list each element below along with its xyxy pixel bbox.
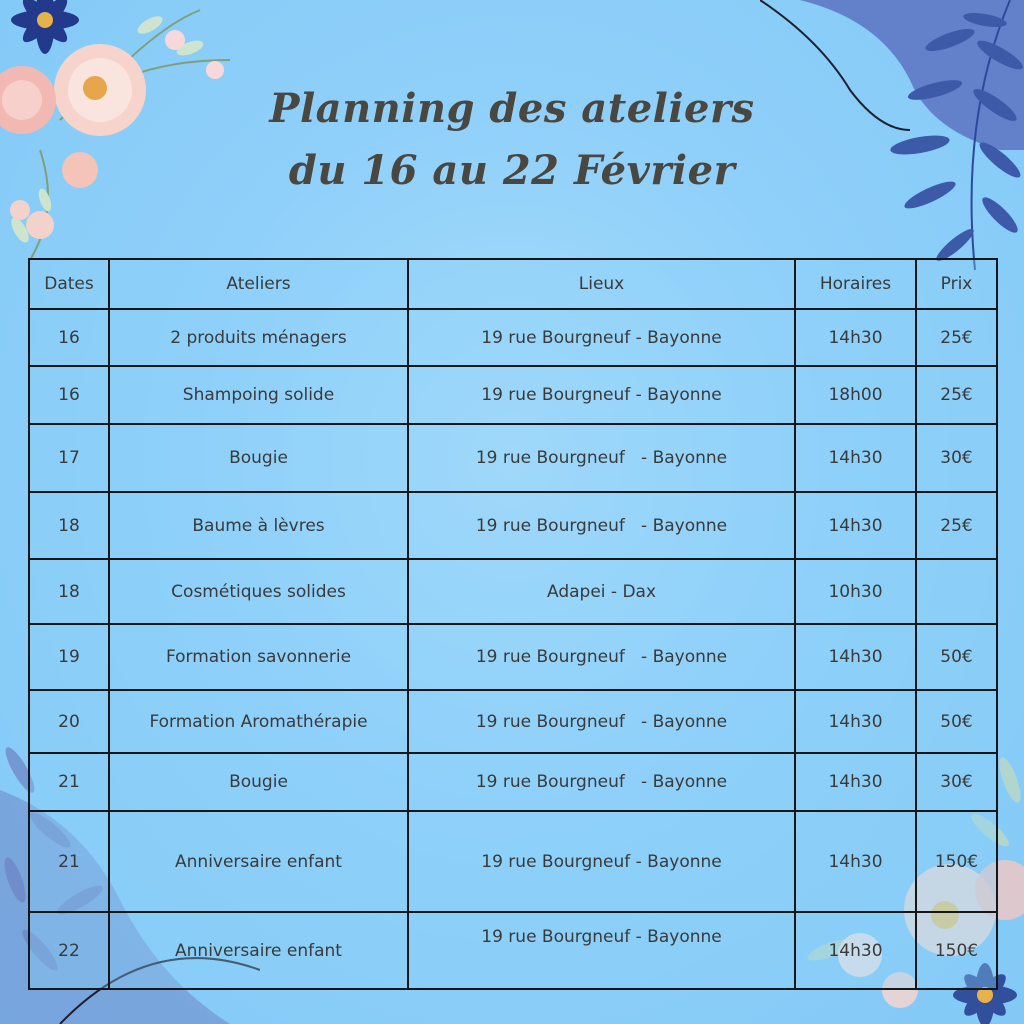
cell-prix: 150€ xyxy=(916,912,997,989)
cell-atelier: Bougie xyxy=(109,424,408,492)
cell-lieu: 19 rue Bourgneuf - Bayonne xyxy=(408,690,795,753)
cell-prix: 25€ xyxy=(916,309,997,366)
cell-prix: 25€ xyxy=(916,366,997,424)
cell-atelier: Shampoing solide xyxy=(109,366,408,424)
cell-lieu: 19 rue Bourgneuf - Bayonne xyxy=(408,424,795,492)
table-row xyxy=(29,811,997,912)
cell-lieu: 19 rue Bourgneuf - Bayonne xyxy=(408,624,795,690)
cell-date: 21 xyxy=(29,811,109,912)
cell-date: 20 xyxy=(29,690,109,753)
table-row xyxy=(29,366,997,424)
cell-atelier: Baume à lèvres xyxy=(109,492,408,559)
cell-horaire: 14h30 xyxy=(795,912,916,989)
cell-lieu: 19 rue Bourgneuf - Bayonne xyxy=(408,366,795,424)
cell-prix: 50€ xyxy=(916,624,997,690)
cell-date: 22 xyxy=(29,912,109,989)
cell-lieu: 19 rue Bourgneuf - Bayonne xyxy=(408,912,795,989)
cell-lieu: 19 rue Bourgneuf - Bayonne xyxy=(408,309,795,366)
cell-lieu: 19 rue Bourgneuf - Bayonne xyxy=(408,811,795,912)
cell-atelier: Anniversaire enfant xyxy=(109,912,408,989)
cell-horaire: 18h00 xyxy=(795,366,916,424)
header-horaires: Horaires xyxy=(795,259,916,309)
cell-prix: 50€ xyxy=(916,690,997,753)
table-row xyxy=(29,492,997,559)
header-ateliers: Ateliers xyxy=(109,259,408,309)
cell-date: 16 xyxy=(29,366,109,424)
table-row xyxy=(29,690,997,753)
cell-horaire: 14h30 xyxy=(795,811,916,912)
title-line-1: Planning des ateliers xyxy=(269,85,755,132)
workshop-schedule-table xyxy=(28,258,998,990)
cell-horaire: 14h30 xyxy=(795,624,916,690)
table-row xyxy=(29,912,997,989)
cell-prix: 150€ xyxy=(916,811,997,912)
table-row xyxy=(29,424,997,492)
cell-atelier: Formation savonnerie xyxy=(109,624,408,690)
header-dates: Dates xyxy=(29,259,109,309)
page-title xyxy=(0,78,1024,202)
cell-horaire: 14h30 xyxy=(795,309,916,366)
cell-atelier: Formation Aromathérapie xyxy=(109,690,408,753)
cell-date: 18 xyxy=(29,492,109,559)
cell-atelier: Cosmétiques solides xyxy=(109,559,408,624)
cell-lieu: 19 rue Bourgneuf - Bayonne xyxy=(408,492,795,559)
cell-lieu: Adapei - Dax xyxy=(408,559,795,624)
cell-date: 21 xyxy=(29,753,109,811)
cell-prix: 30€ xyxy=(916,424,997,492)
title-line-2: du 16 au 22 Février xyxy=(288,147,736,194)
header-lieux: Lieux xyxy=(408,259,795,309)
table-row xyxy=(29,753,997,811)
cell-date: 16 xyxy=(29,309,109,366)
cell-date: 19 xyxy=(29,624,109,690)
table-row xyxy=(29,309,997,366)
cell-atelier: Bougie xyxy=(109,753,408,811)
cell-prix: 30€ xyxy=(916,753,997,811)
cell-date: 18 xyxy=(29,559,109,624)
cell-horaire: 14h30 xyxy=(795,753,916,811)
table-row xyxy=(29,624,997,690)
cell-lieu: 19 rue Bourgneuf - Bayonne xyxy=(408,753,795,811)
cell-prix xyxy=(916,559,997,624)
cell-atelier: 2 produits ménagers xyxy=(109,309,408,366)
cell-horaire: 14h30 xyxy=(795,424,916,492)
header-prix: Prix xyxy=(916,259,997,309)
table-row xyxy=(29,559,997,624)
cell-atelier: Anniversaire enfant xyxy=(109,811,408,912)
cell-date: 17 xyxy=(29,424,109,492)
table-header-row xyxy=(29,259,997,309)
cell-horaire: 14h30 xyxy=(795,492,916,559)
cell-horaire: 14h30 xyxy=(795,690,916,753)
cell-prix: 25€ xyxy=(916,492,997,559)
cell-horaire: 10h30 xyxy=(795,559,916,624)
